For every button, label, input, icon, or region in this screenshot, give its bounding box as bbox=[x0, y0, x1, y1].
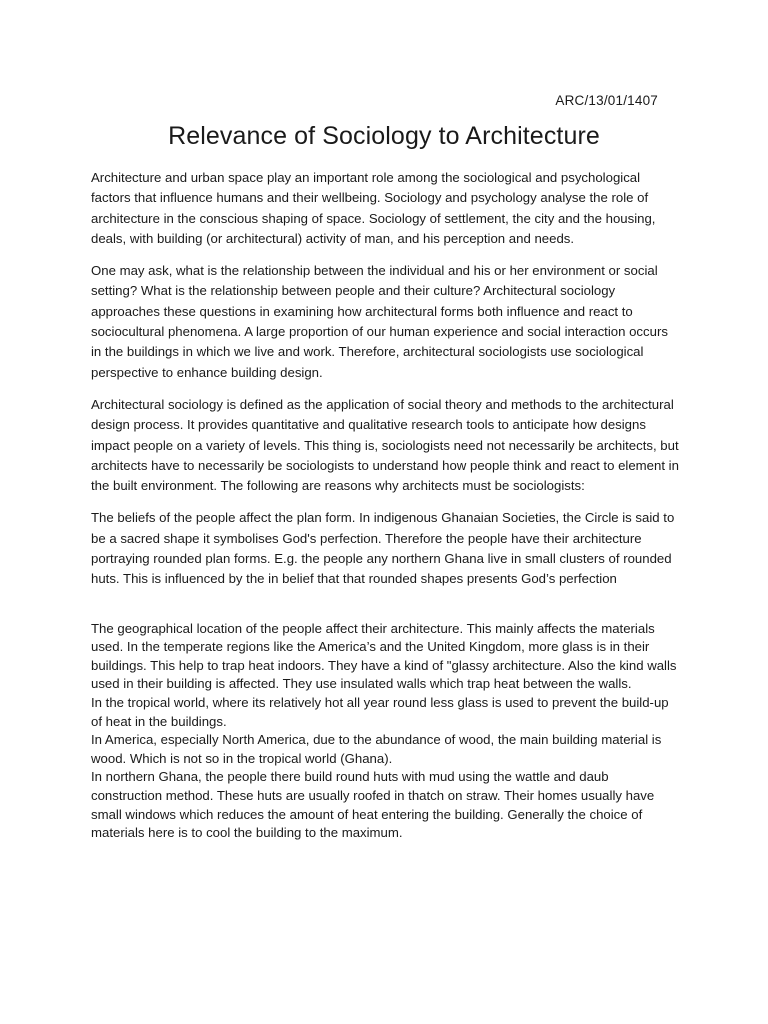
paragraph-definition: Architectural sociology is defined as the application of social theory and methods to the architectural design process. It provides quantitative and qualitative research tools to anticipate how designs impact people on a variety of levels. This thing is, sociologists need not necessarily be architects, but architects have to necessarily be sociologists to understand how people think and react to element in the built environment. The following are reasons why architects must be sociologists: bbox=[91, 396, 679, 494]
paragraph-beliefs: The beliefs of the people affect the plan form. In indigenous Ghanaian Societies, the Circle is said to be a sacred shape it symbolises God's perfection. Therefore the people have their architecture portraying rounded plan forms. E.g. the people any northern Ghana live in small clusters of rounded huts. This is influenced by the in belief that that rounded shapes presents God’s perfection bbox=[91, 510, 675, 587]
geography-line-america: In America, especially North America, due to the abundance of wood, the main building material is wood. Which is not so in the tropical world (Ghana). bbox=[91, 732, 662, 766]
document-body bbox=[91, 168, 681, 855]
geography-line-temperate: The geographical location of the people affect their architecture. This mainly affects the materials used. In the temperate regions like the America’s and the United Kingdom, more glass is in their buildings. This help to trap heat indoors. They have a kind of "glassy architecture. Also the kind walls used in their building is affected. They use insulated walls which trap heat between the walls. bbox=[91, 620, 677, 692]
paragraph-intro: Architecture and urban space play an important role among the sociological and psychological factors that influence humans and their wellbeing. Sociology and psychology analyse the role of architecture in the conscious shaping of space. Sociology of settlement, the city and the housing, deals, with building (or architectural) activity of man, and his perception and needs. bbox=[91, 170, 656, 246]
document-title: Relevance of Sociology to Architecture bbox=[168, 122, 600, 150]
geography-line-northern-ghana: In northern Ghana, the people there build round huts with mud using the wattle and daub construction method. These huts are usually roofed in thatch on straw. Their homes usually have small windows which reduces the amount of heat entering the building. Generally the choice of materials here is to cool the building to the maximum. bbox=[91, 769, 655, 841]
geography-line-tropical: In the tropical world, where its relatively hot all year round less glass is used to prevent the build-up of heat in the buildings. bbox=[91, 695, 669, 729]
reference-number: ARC/13/01/1407 bbox=[555, 93, 658, 108]
geography-section bbox=[91, 620, 681, 843]
paragraph-relationship: One may ask, what is the relationship between the individual and his or her environment or social setting? What is the relationship between people and their culture? Architectural sociology approaches these questions in examining how architectural forms both influence and react to sociocultural phenomena. A large proportion of our human experience and social interaction occurs in the buildings in which we live and work. Therefore, architectural sociologists use sociological perspective to enhance building design. bbox=[91, 263, 668, 380]
